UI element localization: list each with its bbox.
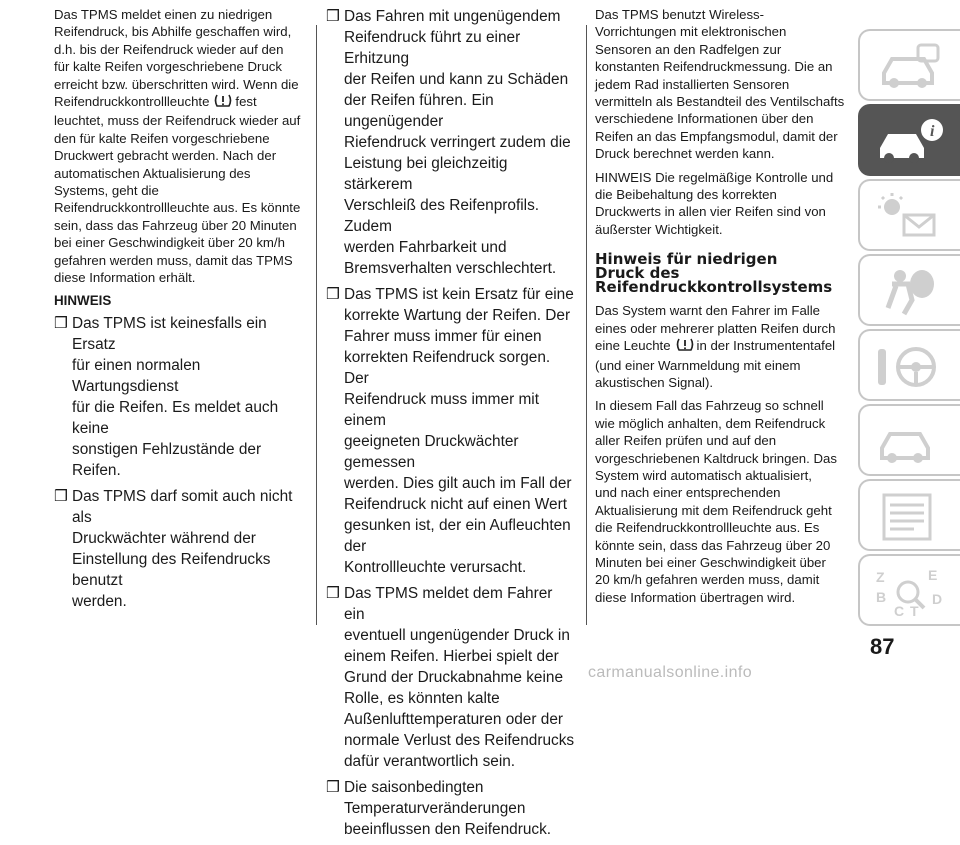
watermark: carmanualsonline.info [588, 664, 753, 681]
tab-emergency[interactable] [858, 404, 960, 476]
tpms-warning-icon [675, 337, 695, 356]
svg-text:C: C [894, 603, 905, 619]
column-divider [586, 25, 587, 625]
tpms-warning-icon [213, 93, 233, 112]
svg-text:D: D [932, 591, 943, 607]
list-item: ❒ Die saisonbedingten Temperaturveränderungen beeinflussen den Reifendruck. [326, 779, 552, 838]
list-item: ❒ Das TPMS ist keinesfalls ein Ersatz für einen normalen Wartungsdienst für die Reifen. Es meldet auch keine sonstigen Fehlzustände der Reifen. [54, 314, 279, 479]
column-divider [316, 25, 317, 625]
column-1 [54, 6, 307, 617]
bullet-icon: ❒ [326, 585, 340, 602]
bullet-icon: ❒ [54, 487, 68, 505]
bullet-icon: ❒ [326, 286, 340, 303]
warning-paragraph: Das System warnt den Fahrer im Falle eines oder mehrerer platten Reifen durch eine Leuchte in der Instrumententafel (und einer Warnmeldung mit einem akustischen Signal). [595, 303, 836, 390]
hinweis-heading: HINWEIS [54, 292, 112, 308]
document-list-icon [874, 493, 944, 541]
svg-text:i: i [930, 123, 935, 140]
bullet-icon: ❒ [326, 8, 340, 25]
car-info-icon [874, 118, 946, 166]
tpms-description-paragraph: Das TPMS benutzt Wireless- Vorrichtungen mit elektronischen Sensoren an den Radfelgen zur konstanten Reifendruckmessung. Die an jedem Rad installierten Sensoren vermitteln als Bestandteil des Ventilschafts verschiedene Informationen über den Reifen an das Empfangsmodul, damit der Druck berechnet werden kann. [595, 7, 845, 162]
instructions-paragraph: In diesem Fall das Fahrzeug so schnell wie möglich anhalten, dem Reifendruck aller Reifen prüfen und auf den vorgeschriebenen Kaltdruck bringen. Das System wird automatisch aktualisiert, und nach einer entsprechenden Aktualisierung mit dem Reifendruck geht die Reifendruckkontrollleuchte aus. Es könnte sein, dass das Fahrzeug über 20 Minuten bei einer Geschwindigkeit über 20 km/h gefahren werden muss, damit diese Information übertragen wird. [595, 398, 837, 605]
list-item: ❒ Das Fahren mit ungenügendem Reifendruck führt zu einer Erhitzung der Reifen und kann zu Schäden der Reifen führen. Ein ungenügender Riefendruck verringert zudem die Leistung bei gleichzeitig stärkerem Verschleiß des Reifenprofils. Zudem werden Fahrbarkeit und Bremsverhalten verschlechtert. [326, 8, 571, 277]
hinweis-paragraph: HINWEIS Die regelmäßige Kontrolle und die Beibehaltung des korrekten Druckwerts in allen vier Reifen sind von äußerster Wichtigkeit. [595, 169, 834, 237]
column-3 [595, 6, 857, 612]
svg-text:Z: Z [876, 569, 885, 585]
car-emergency-icon [874, 418, 944, 466]
list-item: ❒ Das TPMS ist kein Ersatz für eine korrekte Wartung der Reifen. Der Fahrer muss immer für einen korrekten Reifendruck sorgen. Der Reifendruck muss immer mit einem geeigneten Druckwächter gemessen werden. Dies gilt auch im Fall der Reifendruck nicht auf einen Wert gesunken ist, der ein Aufleuchten der Kontrollleuchte verursacht. [326, 286, 574, 576]
intro-paragraph: Das TPMS meldet einen zu niedrigen Reifendruck, bis Abhilfe geschaffen wird, d.h. bis der Reifendruck wieder auf den für kalte Reifen vorgeschriebene Druck erreicht bzw. überschritten wird. Wenn die Reifendruckkontrollleuchte fest leuchtet, muss der Reifendruck wieder auf den für kalte Reifen vorgeschriebene Druckwert gebracht werden. Nach der automatischen Aktualisierung des Systems, geht die Reifendruckkontrollleuchte aus. Es könnte sein, dass das Fahrzeug über 20 Minuten bei einer Geschwindigkeit über 20 km/h gefahren werden muss, damit das TPMS diese Information erhält. [54, 7, 301, 286]
svg-text:T: T [910, 603, 919, 619]
svg-text:E: E [928, 568, 938, 583]
list-item: ❒ Das TPMS meldet dem Fahrer ein eventuell ungenügender Druck in einem Reifen. Hierbei spielt der Grund der Druckabnahme keine Rolle, es könnten kalte Außenlufttemperaturen oder der normale Verlust des Reifendrucks dafür verantwortlich sein. [326, 585, 575, 770]
tab-maintenance[interactable] [858, 479, 960, 551]
tab-driving[interactable] [858, 329, 960, 401]
tab-car-info[interactable] [858, 104, 960, 176]
bullet-icon: ❒ [326, 779, 340, 796]
tab-index[interactable] [858, 554, 960, 626]
list-item: ❒ Das TPMS darf somit auch nicht als Druckwächter während der Einstellung des Reifendrucks benutzt werden. [54, 487, 293, 610]
warning-light-icon [874, 193, 944, 241]
alphabet-index-icon [874, 568, 948, 620]
page-number: 87 [870, 634, 895, 659]
section-heading: Hinweis für niedrigen Druck des Reifendruckkontrollsystems [595, 250, 833, 297]
bullet-icon: ❒ [54, 314, 68, 332]
tab-car-overview[interactable] [858, 29, 960, 101]
tab-safety[interactable] [858, 254, 960, 326]
airbag-person-icon [874, 268, 944, 316]
car-icon [874, 43, 944, 91]
column-2 [326, 6, 576, 845]
svg-text:B: B [876, 589, 887, 605]
tab-warning-lights[interactable] [858, 179, 960, 251]
steering-wheel-icon [874, 343, 944, 391]
